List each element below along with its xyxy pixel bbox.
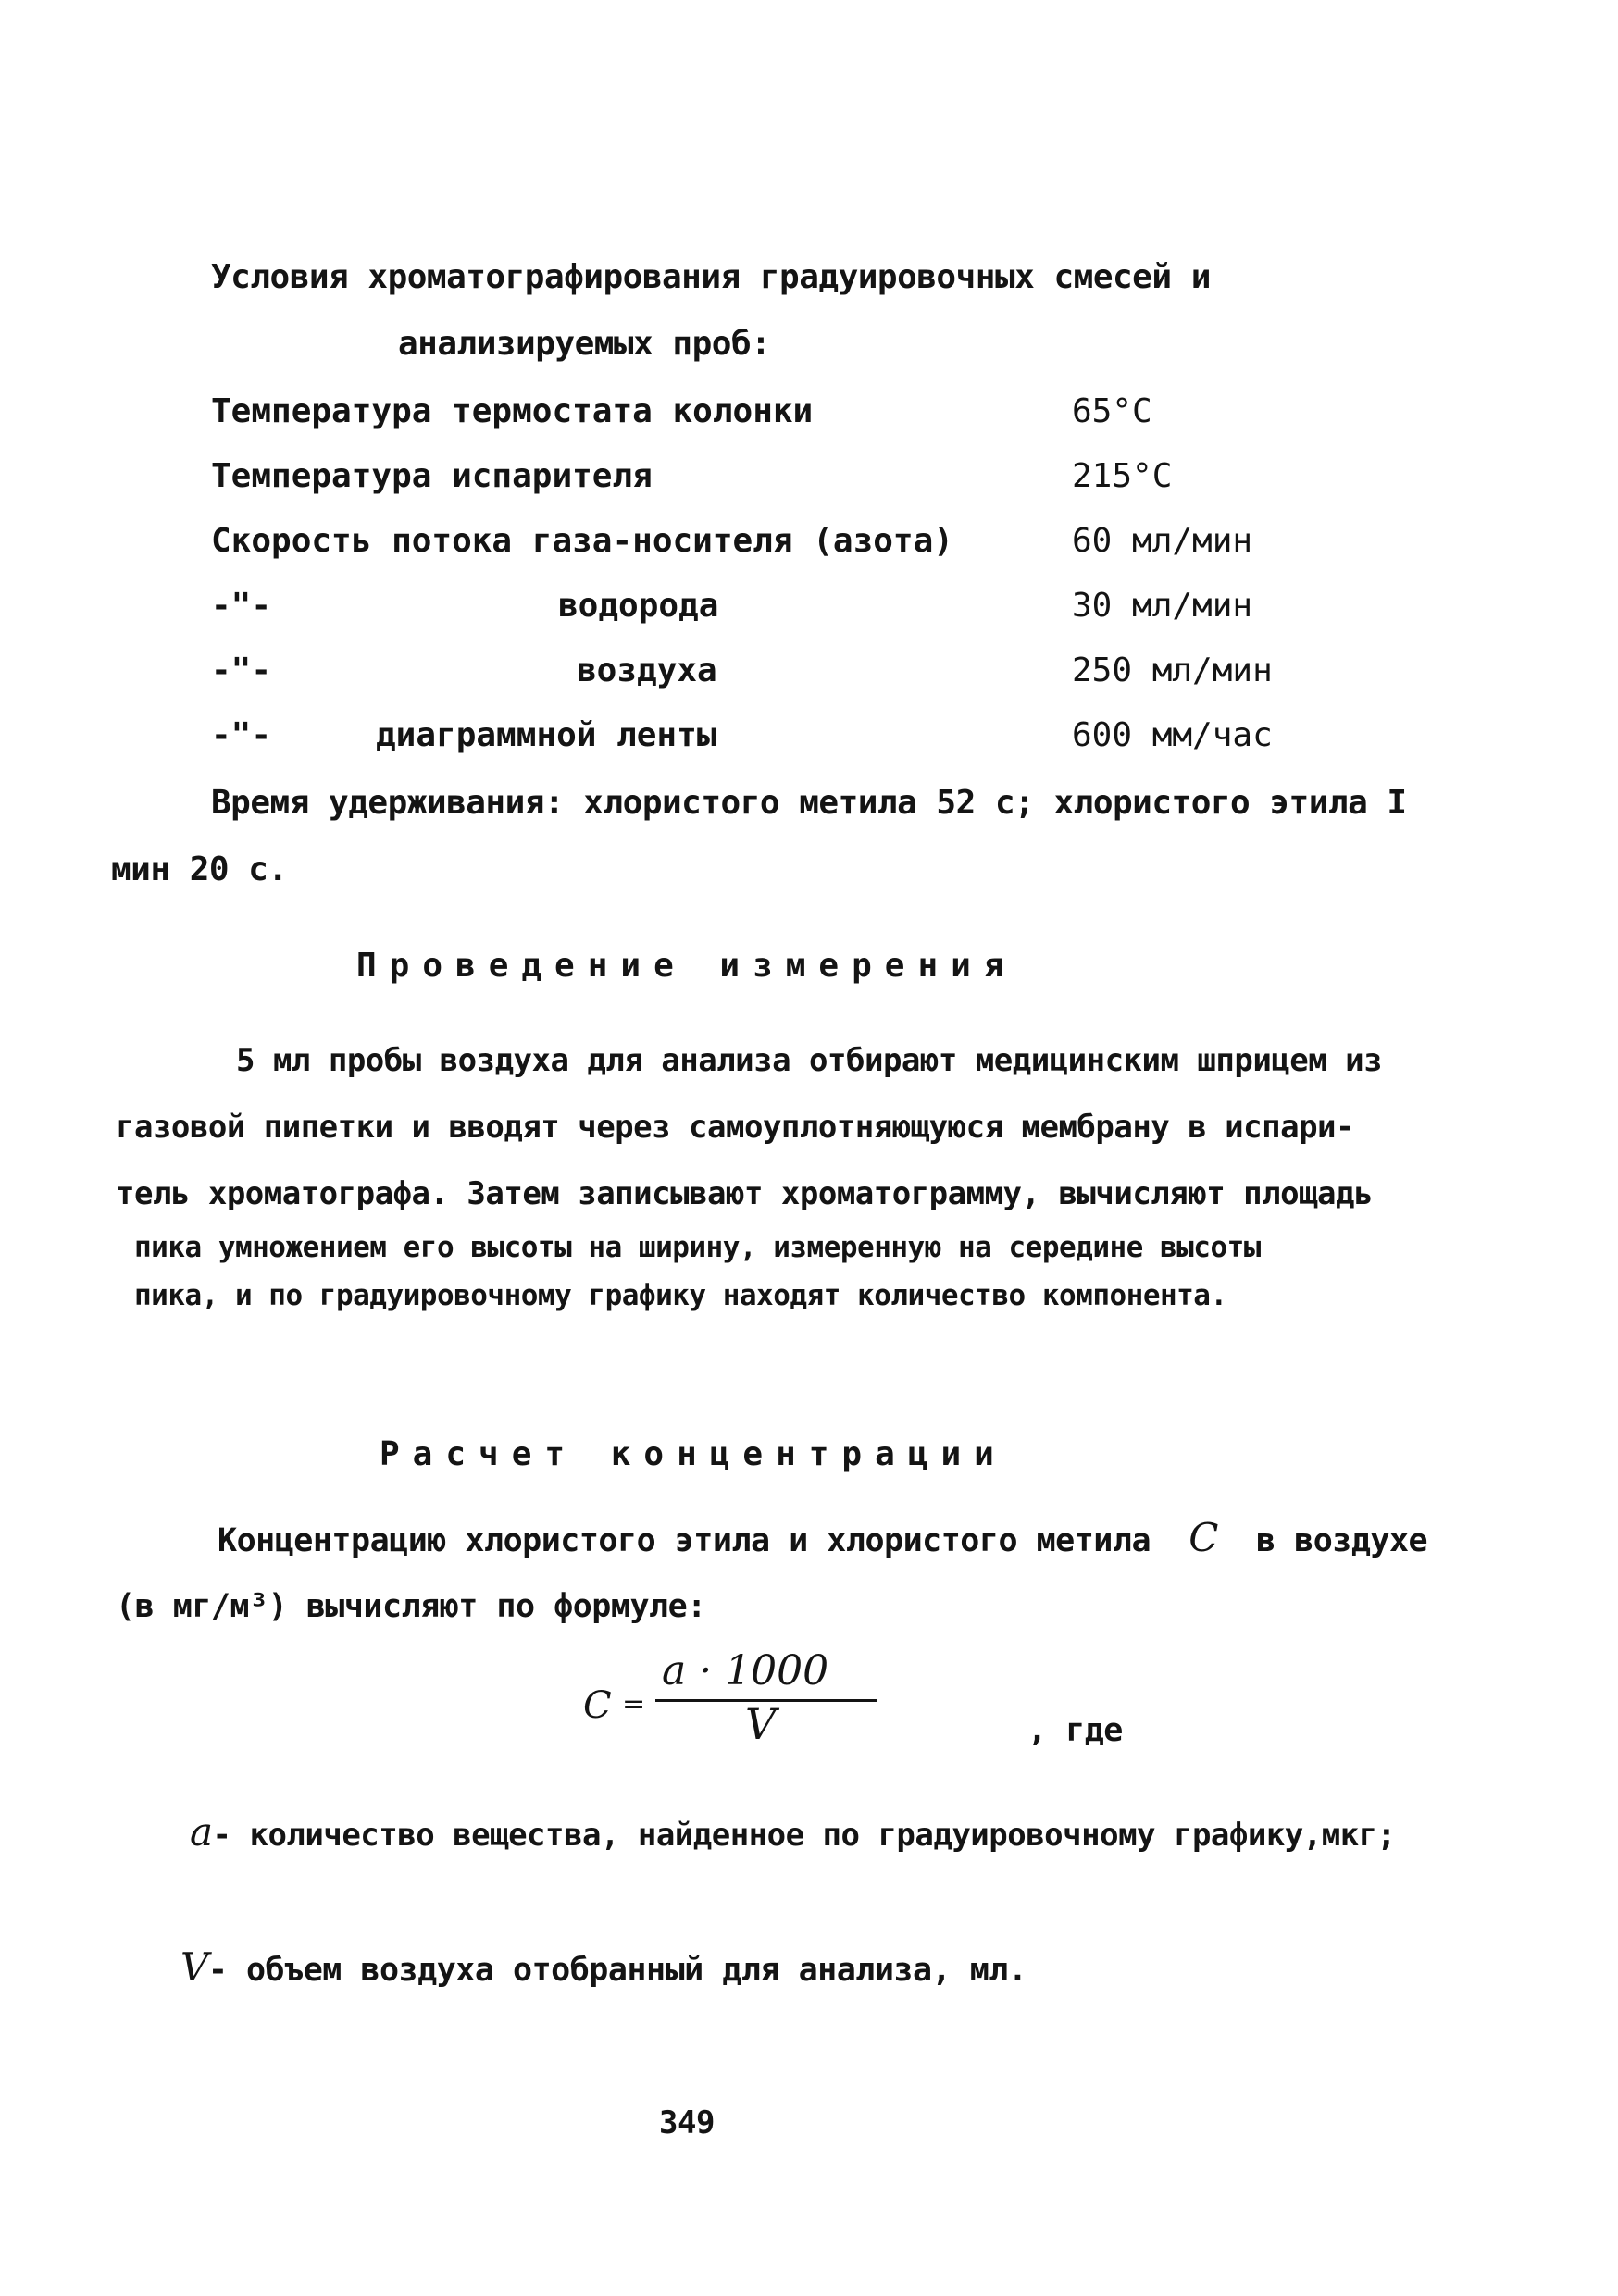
condition-row [211, 457, 1322, 498]
page-number: 349 [659, 2104, 715, 2141]
condition-param: Температура термостата колонки [211, 392, 814, 430]
condition-param: Температура испарителя [211, 457, 653, 495]
calculation-text-line: (в мг/м³) вычисляют по формуле: [116, 1588, 706, 1625]
calculation-text-line [218, 1515, 1428, 1561]
symbol-v: V [180, 1944, 208, 1990]
retention-time-cont: мин 20 с. [111, 850, 288, 888]
condition-value: 600 мм/час [1072, 716, 1273, 754]
condition-param: Скорость потока газа-носителя (азота) [211, 522, 953, 560]
section-title-measurement: Проведение измерения [356, 947, 1017, 985]
retention-time: Время удерживания: хлористого метила 52 с; хлористого этила I [211, 784, 1407, 822]
section-title-calculation: Расчет концентрации [380, 1435, 1007, 1473]
formula-suffix: , где [1027, 1712, 1123, 1749]
formula-numerator: a · 1000 [662, 1647, 829, 1694]
definition-text: - объем воздуха отобранный для анализа, мл. [207, 1952, 1027, 1989]
measurement-text-line: пика, и по градуировочному графику находят количество компонента. [134, 1279, 1227, 1312]
formula-denominator: V [745, 1699, 777, 1749]
definition-text: - количество вещества, найденное по градуировочному графику,мкг; [212, 1817, 1396, 1854]
measurement-text-line: 5 мл пробы воздуха для анализа отбирают медицинским шприцем из [236, 1042, 1383, 1079]
ditto-mark: -"- [211, 716, 272, 754]
conditions-heading: Условия хроматографирования градуировочных смесей и [211, 258, 1211, 296]
conditions-heading-cont: анализируемых проб: [398, 325, 771, 363]
definition-v [180, 1944, 1027, 1991]
measurement-text-line: пика умножением его высоты на ширину, измеренную на середине высоты [134, 1231, 1261, 1264]
measurement-text-line: газовой пипетки и вводят через самоуплотняющуюся мембрану в испари- [116, 1109, 1354, 1146]
condition-value: 250 мл/мин [1072, 652, 1273, 689]
ditto-mark: -"- [211, 587, 272, 625]
condition-value: 60 мл/мин [1072, 522, 1253, 560]
condition-row [211, 522, 1322, 563]
calc-text: в воздухе [1255, 1522, 1428, 1559]
measurement-text-line: тель хроматографа. Затем записывают хроматограмму, вычисляют площадь [116, 1175, 1373, 1212]
condition-value: 65°C [1072, 392, 1152, 430]
concentration-formula [574, 1647, 963, 1758]
ditto-mark: -"- [211, 652, 272, 689]
calc-text: Концентрацию хлористого этила и хлористого метила [218, 1522, 1151, 1559]
formula-equals: = [622, 1688, 646, 1720]
condition-row [211, 716, 1322, 757]
symbol-a: a [190, 1809, 213, 1855]
definition-a [190, 1809, 1396, 1855]
condition-param: воздуха [577, 652, 717, 689]
condition-param: диаграммной ленты [376, 716, 717, 754]
formula-lhs: C [583, 1684, 612, 1727]
condition-row [211, 587, 1322, 627]
condition-param: водорода [558, 587, 719, 625]
condition-value: 215°C [1072, 457, 1173, 495]
condition-row [211, 652, 1322, 692]
condition-row [211, 392, 1322, 433]
variable-c: C [1189, 1515, 1218, 1560]
condition-value: 30 мл/мин [1072, 587, 1253, 625]
